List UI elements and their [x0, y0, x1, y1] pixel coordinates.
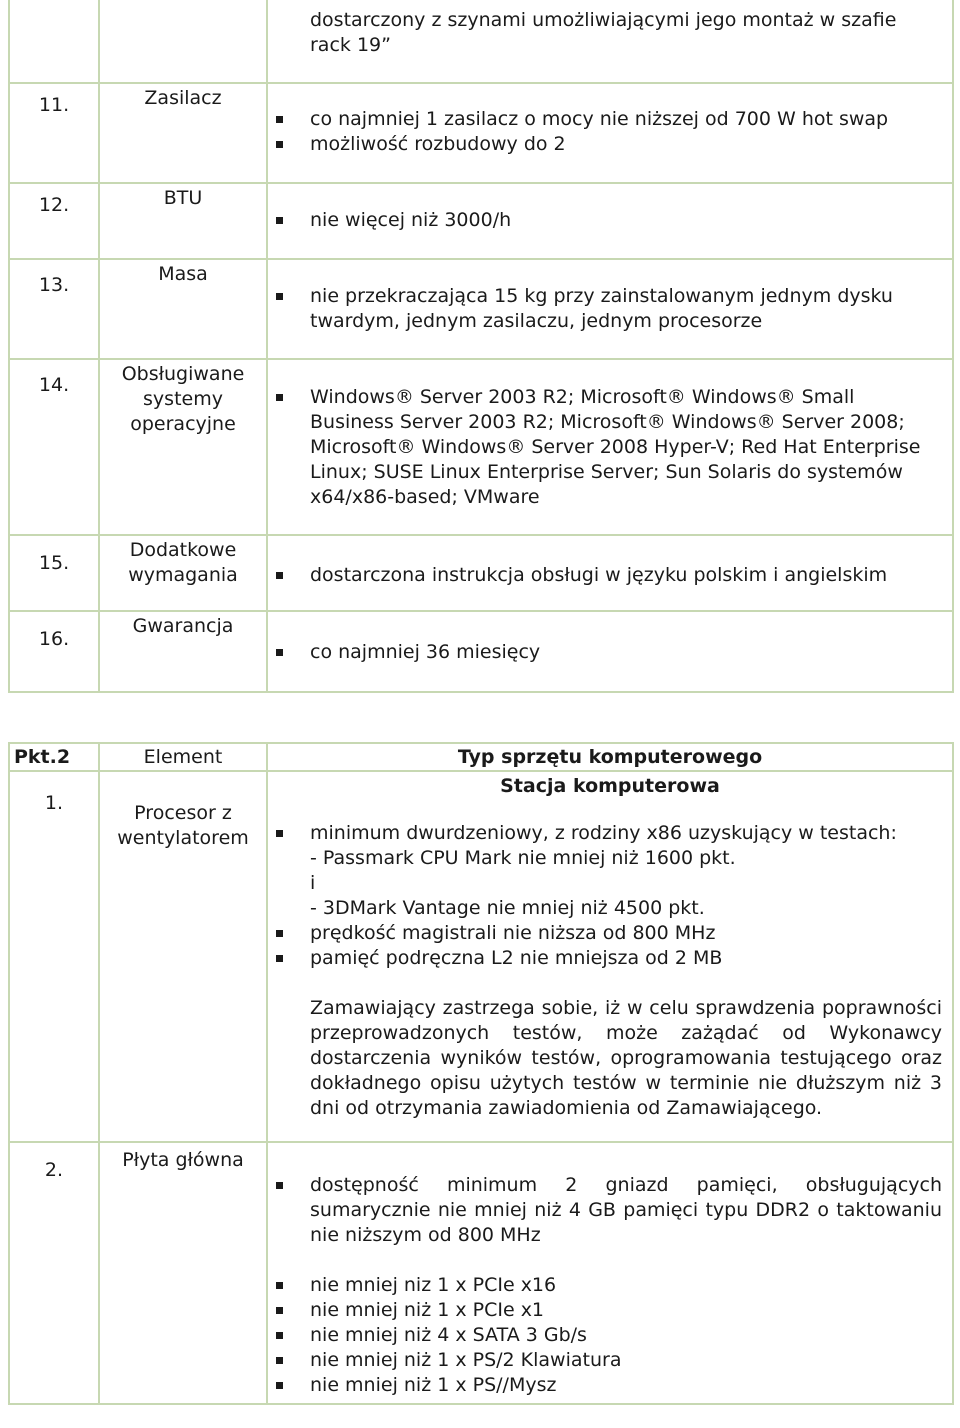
test-line: i	[310, 872, 316, 894]
row-description	[267, 1142, 953, 1404]
row-element: Obsługiwane systemy operacyjne	[99, 359, 267, 535]
list-item: nie mniej niż 4 x SATA 3 Gb/s	[310, 1323, 942, 1348]
bullet-icon	[276, 930, 283, 937]
row-number: 1.	[9, 771, 99, 1142]
list-item: możliwość rozbudowy do 2	[310, 132, 942, 157]
table-row	[9, 183, 953, 259]
bullet-icon	[276, 1182, 283, 1189]
row-description	[267, 771, 953, 1142]
bullet-icon	[276, 116, 283, 123]
test-line: - 3DMark Vantage nie mniej niż 4500 pkt.	[310, 897, 705, 919]
list-item: co najmniej 36 miesięcy	[310, 640, 942, 665]
row-description	[267, 183, 953, 259]
row-element	[99, 771, 267, 1142]
bullet-icon	[276, 572, 283, 579]
list-item: nie mniej niż 1 x PS/2 Klawiatura	[310, 1348, 942, 1373]
row-element: Zasilacz	[99, 83, 267, 183]
test-line: - Passmark CPU Mark nie mniej niż 1600 pkt.	[310, 847, 736, 869]
bullet-icon	[276, 955, 283, 962]
bullet-icon	[276, 293, 283, 300]
list-item: nie mniej niż 1 x PCIe x1	[310, 1298, 942, 1323]
row-number: 16.	[9, 611, 99, 692]
spec-table-workstation	[8, 742, 954, 1405]
row-description	[267, 259, 953, 359]
note-paragraph: Zamawiający zastrzega sobie, iż w celu sprawdzenia poprawności przeprowadzonych testów, może zażądać od Wykonawcy dostarczenia wyników testów, oprogramowania testującego oraz dokładnego opisu użytych testów w terminie nie dłuższym niż 3 dni od otrzymania zawiadomienia od Zamawiającego.	[310, 997, 942, 1119]
row-element: Dodatkowe wymagania	[99, 535, 267, 611]
bullet-icon	[276, 1332, 283, 1339]
row-element: Płyta główna	[99, 1142, 267, 1404]
subtype-label: Stacja komputerowa	[500, 775, 720, 797]
list-item: prędkość magistrali nie niższa od 800 MHz	[310, 921, 942, 946]
bullet-icon	[276, 649, 283, 656]
table-row	[9, 1142, 953, 1404]
row-description	[267, 611, 953, 692]
row-element	[99, 0, 267, 83]
bullet-icon	[276, 217, 283, 224]
row-element: BTU	[99, 183, 267, 259]
list-item: nie więcej niż 3000/h	[310, 208, 942, 233]
row-element: Gwarancja	[99, 611, 267, 692]
row-description	[267, 0, 953, 83]
row-description	[267, 535, 953, 611]
row-description	[267, 83, 953, 183]
row-number	[9, 0, 99, 83]
row-number: 2.	[9, 1142, 99, 1404]
bullet-icon	[276, 141, 283, 148]
list-item: co najmniej 1 zasilacz o mocy nie niższej od 700 W hot swap	[310, 107, 942, 132]
element-label: Procesor z wentylatorem	[117, 802, 249, 849]
bullet-icon	[276, 1307, 283, 1314]
row-number: 11.	[9, 83, 99, 183]
bullet-icon	[276, 394, 283, 401]
header-type: Typ sprzętu komputerowego	[267, 743, 953, 771]
header-element: Element	[99, 743, 267, 771]
bullet-icon	[276, 1357, 283, 1364]
header-pkt: Pkt.2	[9, 743, 99, 771]
list-item: minimum dwurdzeniowy, z rodziny x86 uzyskujący w testach:	[310, 821, 942, 846]
spec-table-server	[8, 0, 954, 693]
list-item: dostarczona instrukcja obsługi w języku polskim i angielskim	[310, 563, 942, 588]
table-row	[9, 771, 953, 1142]
bullet-icon	[276, 1382, 283, 1389]
table-row	[9, 83, 953, 183]
table-header-row	[9, 743, 953, 771]
row-number: 14.	[9, 359, 99, 535]
list-item: nie przekraczająca 15 kg przy zainstalowanym jednym dysku twardym, jednym zasilaczu, jednym procesorze	[310, 284, 942, 334]
row-description	[267, 359, 953, 535]
row-number: 13.	[9, 259, 99, 359]
table-row	[9, 259, 953, 359]
table-row	[9, 0, 953, 83]
row-number: 12.	[9, 183, 99, 259]
list-item: pamięć podręczna L2 nie mniejsza od 2 MB	[310, 946, 942, 971]
list-item: dostępność minimum 2 gniazd pamięci, obsługujących sumarycznie nie mniej niż 4 GB pamięci typu DDR2 o taktowaniu nie niższym od 800 MHz	[310, 1173, 942, 1248]
row-number: 15.	[9, 535, 99, 611]
table-row	[9, 611, 953, 692]
list-item: nie mniej niz 1 x PCIe x16	[310, 1273, 942, 1298]
table-row	[9, 535, 953, 611]
bullet-icon	[276, 1282, 283, 1289]
row-element: Masa	[99, 259, 267, 359]
table-row	[9, 359, 953, 535]
list-item: nie mniej niż 1 x PS//Mysz	[310, 1373, 942, 1398]
list-item: Windows® Server 2003 R2; Microsoft® Windows® Small Business Server 2003 R2; Microsoft® Windows® Server 2008; Microsoft® Windows® Server 2008 Hyper-V; Red Hat Enterprise Linux; SUSE Linux Enterprise Server; Sun Solaris do systemów x64/x86-based; VMware	[310, 385, 942, 510]
intro-text: dostarczony z szynami umożliwiającymi jego montaż w szafie rack 19”	[310, 9, 897, 56]
bullet-icon	[276, 830, 283, 837]
